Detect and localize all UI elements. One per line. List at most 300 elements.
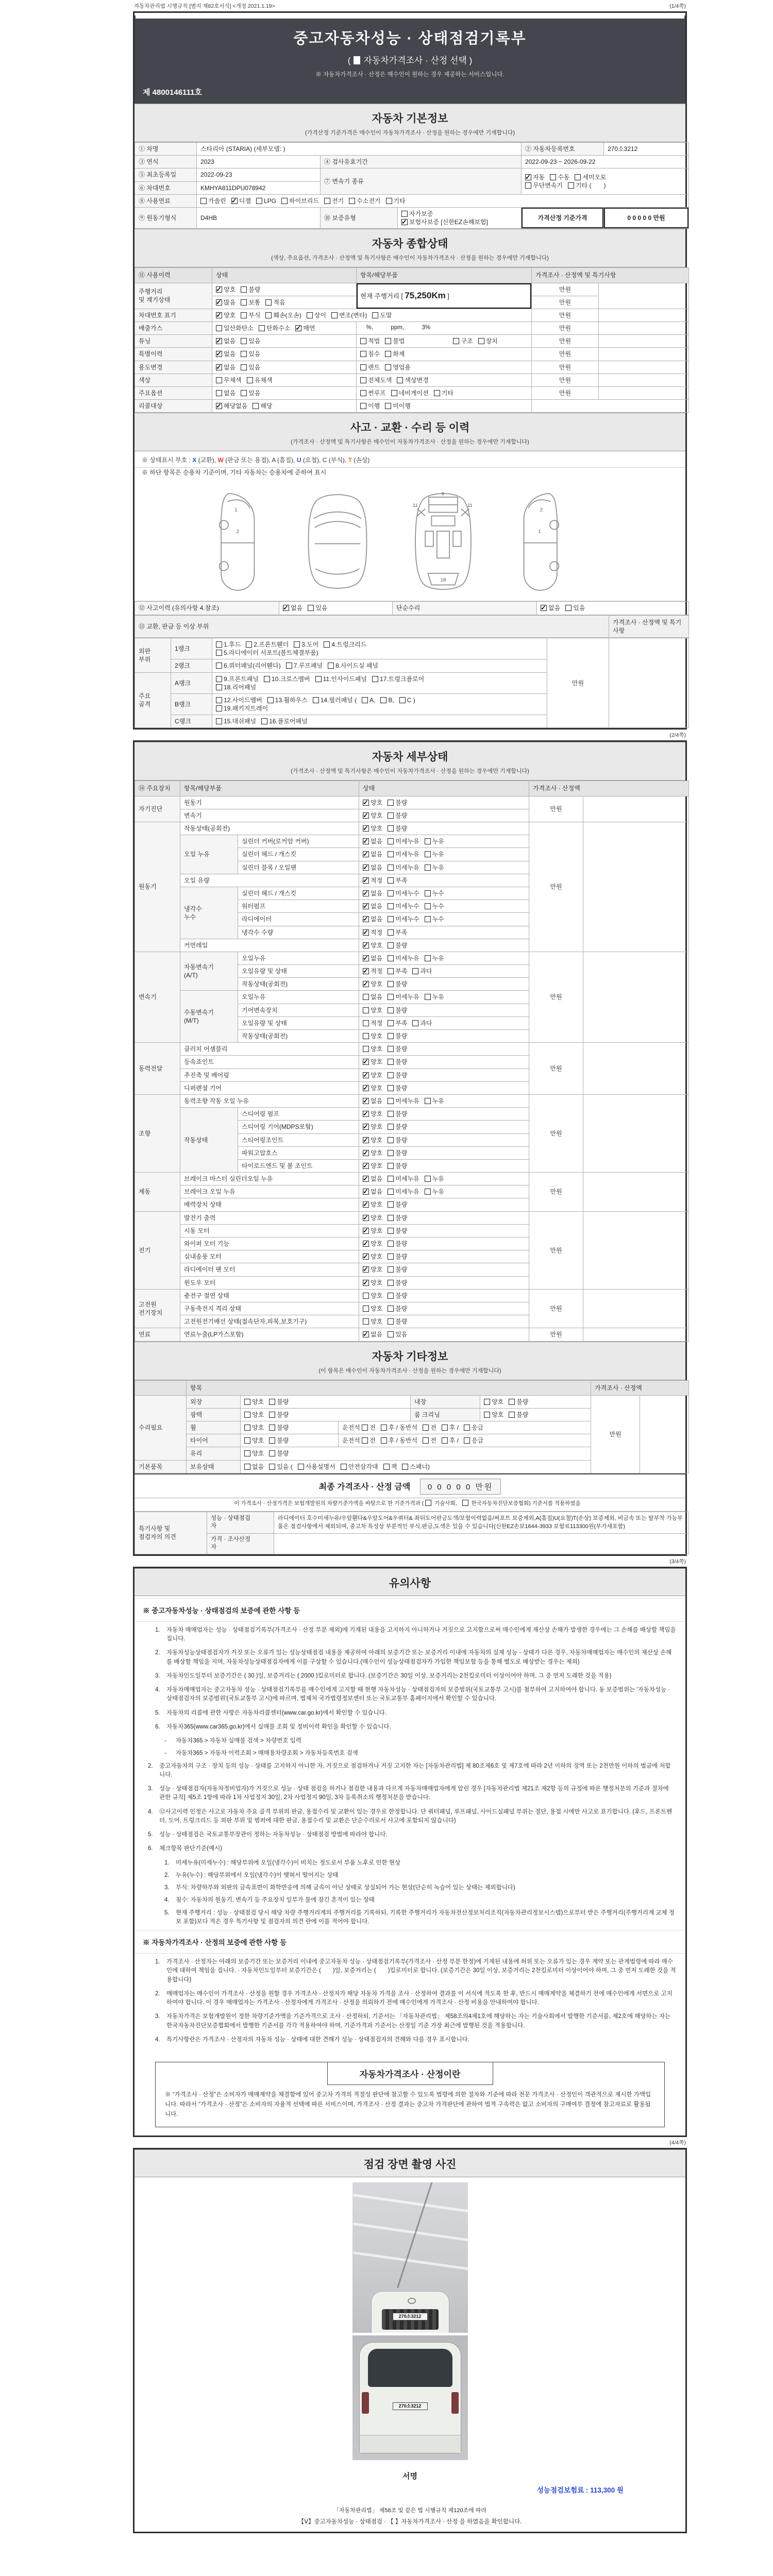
checkbox-empty[interactable]: 불량 xyxy=(388,1032,407,1040)
checkbox-checked[interactable]: ✓ 양호 xyxy=(363,1227,382,1235)
checkbox-checked[interactable]: ✓ 해당없음 xyxy=(216,402,247,410)
checkbox-empty[interactable]: 불량 xyxy=(388,1200,407,1209)
checkbox-empty[interactable]: 한국자동차진단보증협회) 기준서를 적용하였음 xyxy=(462,1499,581,1507)
checkbox-checked[interactable]: ✓ 없음 xyxy=(216,337,236,345)
checkbox-empty[interactable]: 불량 xyxy=(388,1058,407,1066)
checkbox-empty[interactable]: 기타 xyxy=(386,197,406,205)
checkbox-empty[interactable]: 불량 xyxy=(388,941,407,950)
checkbox-empty[interactable]: 양호 xyxy=(363,1317,382,1326)
footer-confirm-line: 【Ⅴ】중고자동차성능 · 상태점검 · 【 】자동차가격조사 · 산정 을 하였음을 확인합니다. xyxy=(298,2519,522,2525)
checkbox-empty[interactable]: 있음 xyxy=(388,1330,407,1338)
checkbox-empty[interactable]: 14.필러패널 ( xyxy=(313,696,357,704)
notice-item-text: 특기사항란은 가격조사 · 산정자의 자동차 성능 · 상태에 대한 견해가 성능 · 상태점검자의 견해와 다를 경우 표시합니다. xyxy=(166,2036,469,2043)
checkbox-checked[interactable]: ✓ 없음 xyxy=(363,889,382,897)
checkbox-checked[interactable]: ✓ 없음 xyxy=(363,954,382,962)
checkbox-empty[interactable]: 누유 xyxy=(425,1097,444,1105)
checkbox-checked[interactable]: ✓ 적정 xyxy=(363,928,382,937)
checkbox-empty[interactable]: 안전삼각대 xyxy=(341,1463,378,1471)
legend-part: C xyxy=(322,456,327,464)
checkbox-checked[interactable]: ✓ 없음 xyxy=(363,902,382,910)
checkbox-empty[interactable]: 탄화수소 xyxy=(259,324,290,332)
checkbox-empty[interactable]: 불량 xyxy=(388,811,407,820)
checkbox-empty[interactable]: 사용설명서 xyxy=(298,1463,335,1471)
checkbox-checked[interactable]: ✓ 양호 xyxy=(363,1214,382,1222)
checkbox-empty[interactable]: 13.휠하우스 xyxy=(267,696,308,704)
checkbox-empty[interactable]: 있음 ( xyxy=(269,1463,293,1471)
checkbox-empty[interactable]: 전 xyxy=(423,1423,436,1432)
checkbox-empty[interactable]: 불량 xyxy=(388,1071,407,1079)
basic-info-note: (가격산정 기준가격은 매수인이 자동차가격조사 · 산정을 원하는 경우에만 기재합니다) xyxy=(305,130,515,136)
checkbox-empty[interactable]: 구조 xyxy=(453,337,473,345)
checkbox-empty[interactable]: 네비게이션 xyxy=(391,389,429,397)
checkbox-empty[interactable]: 미세누유 xyxy=(388,954,419,962)
checkbox-empty[interactable]: 화재 xyxy=(385,350,405,358)
checkbox-empty[interactable]: 불량 xyxy=(388,1279,407,1287)
checkbox-empty[interactable]: B, xyxy=(380,696,394,704)
table-cell: 만원 xyxy=(532,348,599,361)
checkbox-checked[interactable]: ✓ 양호 xyxy=(363,824,382,833)
checkbox-checked[interactable]: ✓ 양호 xyxy=(363,1162,382,1170)
checkbox-empty[interactable]: 자가보증 xyxy=(401,210,433,218)
status-cell xyxy=(359,861,529,874)
table-cell: %, ppm, 3% xyxy=(357,322,532,335)
legend-part: X xyxy=(192,456,197,464)
checkbox-empty[interactable]: 렌트 xyxy=(360,363,380,371)
table-cell: ⑨ 원동기형식 xyxy=(135,207,197,228)
checkbox-empty[interactable]: 불량 xyxy=(388,1136,407,1144)
notice-item xyxy=(155,2012,676,2030)
checkbox-empty[interactable]: 썬루프 xyxy=(360,389,386,397)
checkbox-empty[interactable]: 양호 xyxy=(244,1423,264,1432)
photo-rear-view xyxy=(352,2335,468,2460)
checkbox-checked[interactable]: ✓ 없음 xyxy=(363,1188,382,1196)
checkbox-checked[interactable]: ✓ 없음 xyxy=(363,850,382,858)
checkbox-empty[interactable]: 누유 xyxy=(425,954,444,962)
checkbox-empty[interactable]: 기타 ( ) xyxy=(568,181,606,190)
table-cell: 만원 xyxy=(532,374,599,386)
notice-item-text: 자동차 매매업자는 성능 · 상태점검기록부(가격조사 · 산정 부분 제외)에 기재된 내용을 고지하지 아니하거나 거짓으로 고지함으로써 매수인에게 재산상 손해가 발생한 경우에는 그 손해를 배상할 책임을 집니다. xyxy=(166,1626,676,1642)
checkbox-checked[interactable]: ✓ 양호 xyxy=(363,811,382,820)
checkbox-empty[interactable]: 누유 xyxy=(425,837,444,845)
checkbox-empty[interactable]: 부족 xyxy=(388,876,407,885)
table-row xyxy=(135,156,689,168)
checkbox-empty[interactable]: 있음 xyxy=(241,363,260,371)
checkbox-empty[interactable]: 있음 xyxy=(241,389,260,397)
checkbox-empty[interactable]: 상이 xyxy=(307,311,326,319)
checkbox-empty[interactable]: 해당 xyxy=(253,402,272,410)
status-cell xyxy=(359,1173,529,1185)
checkbox-empty[interactable]: 무채색 xyxy=(216,376,242,384)
checkbox-empty[interactable]: 응급 xyxy=(464,1423,483,1432)
checkbox-empty[interactable]: 누유 xyxy=(425,1188,444,1196)
table-cell xyxy=(212,283,357,296)
checkbox-empty[interactable]: A, xyxy=(362,696,375,704)
checkbox-empty[interactable]: 불량 xyxy=(388,1006,407,1014)
column-header: 상태 xyxy=(212,268,357,283)
checkbox-empty[interactable]: 미세누수 xyxy=(388,915,419,923)
checkbox-empty[interactable]: 5.라디에이터 서포트(볼트체결부품) xyxy=(216,649,318,657)
note-cell xyxy=(583,1173,689,1212)
checkbox-empty[interactable]: 누수 xyxy=(425,902,444,910)
checkbox-checked[interactable]: ✓ 양호 xyxy=(363,799,382,807)
notice-item-number: 3. xyxy=(148,1786,153,1792)
checkbox-checked[interactable]: ✓ 적정 xyxy=(363,876,382,885)
checkbox-checked[interactable]: ✓ 없음 xyxy=(363,1330,382,1338)
checkbox-empty[interactable]: 10.크로스멤버 xyxy=(264,675,310,683)
column-header: 가격조사 · 산정액 및 특기사항 xyxy=(609,615,689,637)
checkbox-empty[interactable]: 불법 xyxy=(385,337,448,345)
checkbox-checked[interactable]: ✓ 양호 xyxy=(363,1265,382,1274)
checkbox-empty[interactable]: 누유 xyxy=(425,850,444,858)
checkbox-empty[interactable]: 16.플로어패널 xyxy=(261,717,308,725)
checkbox-empty[interactable]: 있음 xyxy=(241,350,260,358)
checkbox-empty[interactable]: 미세누유 xyxy=(388,1188,419,1196)
checkbox-empty[interactable]: 불량 xyxy=(388,1227,407,1235)
checkbox-empty[interactable]: 양호 xyxy=(363,1006,382,1014)
checkbox-empty[interactable]: 11.인사이드패널 xyxy=(315,675,367,683)
checkbox-empty[interactable]: 무단변속기 xyxy=(525,181,563,190)
device-group-label: 자기진단 xyxy=(135,796,180,822)
checkbox-empty[interactable]: 영업용 xyxy=(385,363,411,371)
checkbox-checked[interactable]: ✓많음 xyxy=(216,298,236,307)
table-cell: 주행거리 및 계기상태 xyxy=(135,283,212,309)
table-cell: 유리 xyxy=(187,1447,241,1460)
notice-item-number: - xyxy=(164,1750,166,1757)
checkbox-empty[interactable]: 변조(변타) xyxy=(331,311,367,319)
checkbox-empty[interactable]: 불량 xyxy=(388,824,407,833)
status-cell xyxy=(359,1276,529,1289)
checkbox-empty[interactable]: 후 / xyxy=(442,1436,459,1445)
checkbox-empty[interactable]: 후 / 동반석 xyxy=(381,1423,417,1432)
checkbox-empty[interactable]: 과다 xyxy=(412,1019,432,1027)
checkbox-empty[interactable]: 기타 xyxy=(434,389,453,397)
checkbox-empty[interactable]: 불량 xyxy=(388,1123,407,1131)
table-row xyxy=(135,348,689,361)
checkbox-empty[interactable]: 불량 xyxy=(388,1214,407,1222)
checkbox-checked[interactable]: ✓ 없음 xyxy=(363,863,382,872)
table-cell: 만원 xyxy=(547,638,609,728)
table-cell xyxy=(599,387,689,400)
item-label: 브레이크 오일 누유 xyxy=(180,1185,359,1198)
checkbox-empty[interactable]: 불량 xyxy=(388,1317,407,1326)
table-row xyxy=(135,322,689,335)
notice-item xyxy=(164,1884,676,1892)
checkbox-empty[interactable]: 불량 xyxy=(388,1149,407,1157)
checkbox-empty[interactable]: 이행 xyxy=(360,402,380,410)
checkbox-empty[interactable]: 미세누수 xyxy=(388,889,419,897)
checkbox-checked[interactable]: ✓ 양호 xyxy=(363,1058,382,1066)
table-cell: 1랭크 xyxy=(171,638,212,659)
checkbox-empty[interactable]: 4.트렁크리드 xyxy=(324,640,366,649)
checkbox-empty[interactable]: 불량 xyxy=(269,1423,289,1432)
checkbox-empty[interactable]: 양호 xyxy=(484,1398,503,1406)
checkbox-empty[interactable]: 불량 xyxy=(388,1304,407,1313)
checkbox-empty[interactable]: 9.프론트패널 xyxy=(216,675,259,683)
checkbox-checked[interactable]: ✓ 없음 xyxy=(363,1097,382,1105)
checkbox-empty[interactable]: 누수 xyxy=(425,889,444,897)
checkbox-empty[interactable]: 불량 xyxy=(388,1045,407,1053)
table-cell: ⑥ 차대번호 xyxy=(135,181,197,194)
checkbox-empty[interactable]: 색상변경 xyxy=(397,376,428,384)
table-cell xyxy=(480,1395,591,1408)
checkbox-empty[interactable]: 17.트렁크플로어 xyxy=(372,675,424,683)
checkbox-checked[interactable]: ✓보험사보증 [신한EZ손해보험] xyxy=(401,218,488,226)
document-meta-row xyxy=(133,0,687,11)
checkbox-empty[interactable]: 잭 xyxy=(383,1463,397,1471)
checkbox-empty[interactable]: 불량 xyxy=(388,1252,407,1261)
checkbox-empty[interactable]: 미세누유 xyxy=(388,837,419,845)
table-cell xyxy=(599,335,689,348)
checkbox-checked[interactable]: ✓ 양호 xyxy=(363,941,382,950)
notice-item xyxy=(164,1896,676,1905)
checkbox-empty[interactable]: 양호 xyxy=(244,1411,264,1419)
table-row xyxy=(135,194,689,207)
checkbox-empty[interactable]: 불량 xyxy=(269,1411,289,1419)
checkbox-empty[interactable]: 전기 xyxy=(324,197,344,205)
checkbox-empty[interactable]: 없음 xyxy=(244,1463,264,1471)
checkbox-checked[interactable]: ✓ 양호 xyxy=(363,1084,382,1092)
checkbox-empty[interactable]: 불량 xyxy=(241,285,260,294)
checkbox-checked[interactable]: ✓ 없음 xyxy=(216,363,236,371)
checkbox-checked[interactable]: ✓ 양호 xyxy=(363,980,382,988)
table-row xyxy=(135,1395,689,1408)
table-cell xyxy=(398,207,522,228)
checkbox-empty[interactable]: 불량 xyxy=(269,1449,289,1458)
checkbox-empty[interactable]: 12.사이드멤버 xyxy=(216,696,262,704)
table-cell xyxy=(537,602,689,615)
checkbox-empty[interactable]: 양호 xyxy=(363,1032,382,1040)
item-label: 브레이크 마스터 실린더오일 누유 xyxy=(180,1173,359,1185)
table-row xyxy=(135,1043,689,1056)
checkbox-empty[interactable]: 1.후드 xyxy=(216,640,241,649)
notice-item xyxy=(164,1749,676,1758)
rear-window xyxy=(368,2349,452,2387)
status-cell xyxy=(359,1238,529,1250)
item-label: 오일유량 및 상태 xyxy=(238,1016,359,1029)
status-cell xyxy=(359,1328,529,1341)
checkbox-empty[interactable]: 불량 xyxy=(388,980,407,988)
checkbox-empty[interactable]: 불량 xyxy=(269,1436,289,1445)
checkbox-empty[interactable]: 부족 xyxy=(388,928,407,937)
checkbox-empty[interactable]: 불량 xyxy=(388,1292,407,1300)
checkbox-empty[interactable]: 부식 xyxy=(241,311,260,319)
checkbox-empty[interactable]: 불량 xyxy=(388,1110,407,1118)
checkbox-checked[interactable]: ✓ 없음 xyxy=(283,604,303,612)
checkbox-empty[interactable]: 18.리어패널 xyxy=(216,683,256,691)
checkbox-empty[interactable]: 세미오토 xyxy=(575,173,606,181)
checkbox-checked[interactable]: ✓매연 xyxy=(295,324,315,332)
notice-item-number: 5. xyxy=(164,1909,170,1916)
checkbox-empty[interactable]: 누수 xyxy=(425,915,444,923)
checkbox-empty[interactable]: 19.패키지트레이 xyxy=(216,704,268,713)
table-cell: 타이어 xyxy=(187,1434,241,1447)
checkbox-empty[interactable]: 적법 xyxy=(360,337,380,345)
checkbox-empty[interactable]: 수소전기 xyxy=(349,197,380,205)
checkbox-empty[interactable]: C ) xyxy=(399,696,415,704)
checkbox-empty[interactable]: 없음 xyxy=(363,993,382,1001)
checkbox-empty[interactable]: 불량 xyxy=(269,1398,289,1406)
checkbox-checked[interactable]: ✓양호 xyxy=(216,285,236,294)
checkbox-empty[interactable]: 있음 xyxy=(308,604,327,612)
item-label: 실린더 헤드 / 개스킷 xyxy=(238,848,359,861)
item-label: 작동상태(공회전) xyxy=(238,1030,359,1043)
table-cell xyxy=(599,374,689,386)
checkbox-empty[interactable]: 불량 xyxy=(388,1265,407,1274)
checkbox-empty[interactable]: 전 xyxy=(362,1423,376,1432)
checkbox-checked[interactable]: ✓ 양호 xyxy=(363,1110,382,1118)
table-cell xyxy=(357,361,532,374)
notice-body xyxy=(135,1596,685,2055)
checkbox-empty[interactable]: 침수 xyxy=(360,350,380,358)
checkbox-empty[interactable]: 불량 xyxy=(388,1162,407,1170)
table-cell: 차대번호 표기 xyxy=(135,309,212,321)
table-cell xyxy=(522,168,689,194)
checkbox-checked[interactable]: ✓ 없음 xyxy=(541,604,560,612)
checkbox-empty[interactable]: 과다 xyxy=(412,967,432,975)
checkbox-empty[interactable]: 불량 xyxy=(509,1398,528,1406)
checkbox-empty[interactable]: 미세누수 xyxy=(388,902,419,910)
checkbox-checked[interactable]: ✓디젤 xyxy=(231,197,251,205)
checkbox-empty[interactable]: 전 xyxy=(362,1436,376,1445)
checkbox-empty[interactable]: 7.루프패널 xyxy=(286,662,323,670)
checkbox-empty[interactable]: 양호 xyxy=(244,1436,264,1445)
checkbox-empty[interactable]: 6.쿼터패널(리어휀다) xyxy=(216,662,281,670)
checkbox-empty[interactable]: 유채색 xyxy=(247,376,273,384)
price-survey-box-text: ※ “가격조사 · 산정”은 소비자가 매매계약을 체결함에 있어 중고차 가격의 적절성 판단에 참고할 수 있도록 법령에 의한 절차와 기준에 따라 전문 가격조사 · 산정인이 객관적으로 제시한 가액입니다. 따라서 “가격조사 · 산정”은 소비자의 자율적 선택에 따른 서비스이며, 가격조사 · 산정 결과는 중고차 가격판단에 관하여 법적 구속력은 없고 소비자의 구매여부 결정에 참고자료로 활용됩니다. xyxy=(165,2092,651,2118)
checkbox-checked[interactable]: ✓ 양호 xyxy=(363,1136,382,1144)
table-cell xyxy=(212,296,357,309)
checkbox-empty[interactable]: 3.도어 xyxy=(294,640,318,649)
checkbox-empty[interactable]: 양호 xyxy=(363,1292,382,1300)
notice-item-number: 2. xyxy=(148,1762,153,1769)
table-cell: 만원 xyxy=(532,361,599,374)
checkbox-empty[interactable]: 2.프론트휀더 xyxy=(246,640,289,649)
checkbox-empty[interactable]: 미세누유 xyxy=(388,993,419,1001)
device-group-label: 조향 xyxy=(135,1094,180,1172)
checkbox-empty[interactable]: 응급 xyxy=(464,1436,483,1445)
item-label: 추진축 및 베어링 xyxy=(180,1069,359,1081)
checkbox-empty[interactable]: 가솔린 xyxy=(200,197,226,205)
checkbox-empty[interactable]: 도말 xyxy=(372,311,392,319)
checkbox-empty[interactable]: 불량 xyxy=(388,1240,407,1248)
checkbox-checked[interactable]: ✓ 양호 xyxy=(363,1071,382,1079)
table-row xyxy=(135,1328,689,1341)
checkbox-empty[interactable]: 하이브리드 xyxy=(281,197,319,205)
checkbox-checked[interactable]: ✓ 양호 xyxy=(363,1149,382,1157)
checkbox-empty[interactable]: 있음 xyxy=(241,337,260,345)
checkbox-empty[interactable]: 있음 xyxy=(565,604,585,612)
table-cell xyxy=(212,322,357,335)
checkbox-checked[interactable]: ✓ 양호 xyxy=(363,1200,382,1209)
checkbox-checked[interactable]: ✓ 양호 xyxy=(363,1279,382,1287)
note-cell xyxy=(583,1328,689,1341)
checkbox-empty[interactable]: 불량 xyxy=(388,799,407,807)
checkbox-empty[interactable]: 전체도색 xyxy=(360,376,392,384)
checkbox-checked[interactable]: ✓자동 xyxy=(525,173,545,181)
checkbox-checked[interactable]: ✓ 양호 xyxy=(363,1252,382,1261)
checkbox-checked[interactable]: ✓ 양호 xyxy=(216,311,236,319)
checkbox-empty[interactable]: 기술사회, xyxy=(425,1499,457,1507)
photo-section-title: 점검 장면 촬영 사진 xyxy=(363,2159,457,2171)
table-cell xyxy=(532,400,689,413)
table-row xyxy=(135,374,689,386)
checkbox-empty[interactable]: 양호 xyxy=(244,1449,264,1458)
checkbox-empty[interactable]: 부족 xyxy=(388,1019,407,1027)
table-cell: 성능 · 상태점검 자 xyxy=(207,1512,274,1533)
table-cell: D4HB xyxy=(197,207,321,228)
checkbox-empty[interactable]: 수동 xyxy=(550,173,569,181)
checkbox-empty[interactable]: 없음 xyxy=(216,389,236,397)
checkbox-empty[interactable]: 누유 xyxy=(425,1175,444,1183)
footer-legal-line: 「자동차관리법」 제58조 및 같은 법 시행규칙 제120조에 따라 xyxy=(333,2507,487,2514)
checkbox-checked[interactable]: ✓ 없음 xyxy=(363,1175,382,1183)
checkbox-empty[interactable]: 후 / 동반석 xyxy=(381,1436,417,1445)
checkbox-empty[interactable]: 장치 xyxy=(478,337,498,345)
checkbox-empty[interactable]: 양호 xyxy=(363,1304,382,1313)
table-cell: 현재 주행거리 [ 75,250Km ] xyxy=(357,283,532,309)
checkbox-empty[interactable]: 적정 xyxy=(363,1019,382,1027)
table-cell: 배출가스 xyxy=(135,322,212,335)
checkbox-empty[interactable]: 미이행 xyxy=(385,402,411,410)
checkbox-checked[interactable]: ✓ 양호 xyxy=(363,1240,382,1248)
checkbox-empty[interactable]: 미세누유 xyxy=(388,850,419,858)
diagram-label: 2 xyxy=(236,529,239,535)
checkbox-empty[interactable]: 양호 xyxy=(484,1411,503,1419)
checkbox-empty[interactable]: 전 xyxy=(423,1436,436,1445)
checkbox-empty[interactable]: 양호 xyxy=(244,1398,264,1406)
checkbox-empty[interactable]: 미세누유 xyxy=(388,863,419,872)
checkbox-empty[interactable]: 부족 xyxy=(388,967,407,975)
checkbox-empty[interactable]: 양호 xyxy=(363,1045,382,1053)
column-header: 상태 xyxy=(359,781,529,796)
checkbox-empty[interactable]: 보통 xyxy=(241,298,260,307)
checkbox-empty[interactable]: 누유 xyxy=(425,993,444,1001)
table-cell: ⑤ 최초등록일 xyxy=(135,168,197,181)
table-cell: 만원 xyxy=(532,335,599,348)
status-cell xyxy=(359,1185,529,1198)
page-number-3: (3/4쪽) xyxy=(669,1558,686,1565)
checkbox-checked[interactable]: ✓ 적정 xyxy=(363,967,382,975)
table-cell: 단순수리 xyxy=(393,602,537,615)
checkbox-checked[interactable]: ✓ 양호 xyxy=(363,1123,382,1131)
checkbox-empty[interactable]: 적음 xyxy=(265,298,285,307)
checkbox-empty[interactable]: 8.사이드실 패널 xyxy=(328,662,378,670)
document-number: 제 4800146111호 xyxy=(143,88,202,97)
table-row xyxy=(135,400,689,413)
checkbox-empty[interactable]: 후 / xyxy=(442,1423,459,1432)
checkbox-empty[interactable]: 일산화탄소 xyxy=(216,324,254,332)
checkbox-empty[interactable]: 미세누유 xyxy=(388,1175,419,1183)
status-cell xyxy=(359,848,529,861)
checkbox-checked[interactable]: ✓ 없음 xyxy=(363,837,382,845)
status-cell xyxy=(359,952,529,964)
checkbox-checked[interactable]: ✓ 없음 xyxy=(363,915,382,923)
checkbox-empty[interactable]: 스패너) xyxy=(402,1463,430,1471)
item-label: 동력조향 작동 오일 누유 xyxy=(180,1094,359,1107)
checkbox-empty[interactable]: 미세누유 xyxy=(388,1097,419,1105)
checkbox-empty[interactable]: 15.대쉬패널 xyxy=(216,717,256,725)
checkbox-checked[interactable]: ✓ 없음 xyxy=(216,350,236,358)
notice-item-text: 성능 · 상태점검자(자동차정비업자)가 거짓으로 성능 · 상태 점검을 하거나 점검한 내용과 다르게 자동차매매업자에게 알린 경우 [자동차관리법 제21조 제2항 등의 규정에 따른 행정처분의 기준과 절차에 관한 규칙] 제5조 1항에 따라 1차 사업정지 30일, 2차 사업정지 90일, 3차 등록취소의 행정처분을 받습니다. xyxy=(159,1786,669,1801)
checkbox-empty[interactable]: 누유 xyxy=(425,863,444,872)
table-cell: ④ 검사유효기간 xyxy=(321,156,522,168)
table-cell xyxy=(599,348,689,361)
checkbox-empty[interactable]: 훼손(오손) xyxy=(265,311,301,319)
checkbox-empty[interactable]: 불량 xyxy=(388,1084,407,1092)
checkbox-empty[interactable]: LPG xyxy=(256,197,276,205)
table-cell: 리콜대상 xyxy=(135,400,212,413)
checkbox-empty[interactable]: 불량 xyxy=(509,1411,528,1419)
